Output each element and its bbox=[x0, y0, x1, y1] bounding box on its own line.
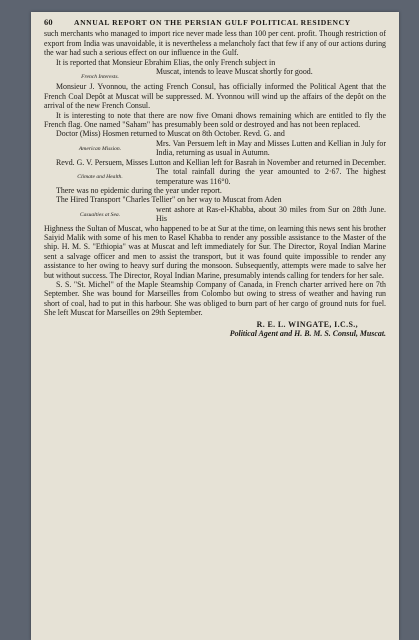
paragraph-epidemic: There was no epidemic during the year under report. bbox=[56, 185, 222, 195]
paragraph-french-consul: Monsieur J. Yvonnou, the acting French Consul, has officially informed the Political Agent that the French Coal Depôt at Muscat will be suppressed. M. Yvonnou will wind up the affairs of the depôt on the arrival of the new French Consul. bbox=[44, 82, 386, 111]
section-casualties-sea bbox=[44, 205, 386, 224]
signature-title: Political Agent and H. B. M. S. Consul, Muscat. bbox=[229, 329, 386, 338]
paragraph-transport-intro: The Hired Transport "Charles Tellier" on her way to Muscat from Aden bbox=[56, 195, 282, 205]
running-head: ANNUAL REPORT ON THE PERSIAN GULF POLITICAL RESIDENCY bbox=[74, 18, 351, 27]
section-climate-health bbox=[44, 167, 386, 186]
paragraph-omani-dhows: It is interesting to note that there are now five Omani dhows remaining which are entitled to fly the French flag. One named "Saham" has presumably been sold or destroyed and has not been replaced. bbox=[44, 110, 386, 130]
page-header bbox=[44, 18, 386, 27]
margin-note-climate-health: Climate and Health. bbox=[77, 174, 123, 181]
paragraph-basrah-visit: Revd. G. V. Persuem, Misses Lutton and Kellian left for Basrah in November and returned in December. bbox=[56, 157, 386, 167]
paragraph-transport-rest: Highness the Sultan of Muscat, who happened to be at Sur at the time, on learning this news sent his brother Saiyid Malik with some of his men to Rasel Khabba to render any possible assistance to the Master of the ship. H. M. S. "Ethiopia" was at Muscat and left immediately for Sur. The Director, Royal Indian Marine sent a salvage officer and men to assist the transport, but it was found quite impossible to render any assistance to her owing to heavy surf during the monsoon. Subsequently, attempts were made to salve her but without success. The Director, Royal Indian Marine, presumably intends calling for tenders for her sale. bbox=[44, 223, 386, 280]
section-american-mission bbox=[44, 139, 386, 158]
signature-name: R. E. L. WINGATE, I.C.S., bbox=[256, 319, 358, 329]
page-content bbox=[44, 18, 386, 338]
paragraph-rice-import: such merchants who managed to import rice never made less than 100 per cent. profit. Though restriction of export from India was unavoidable, it is nevertheless a melancholy fact that few if any of our actions during the war had such a serious effect on our influence in the Gulf. bbox=[44, 29, 386, 58]
margin-note-casualties-sea: Casualties at Sea. bbox=[79, 211, 121, 218]
margin-note-american-mission: American Mission. bbox=[78, 145, 122, 152]
document-page bbox=[31, 12, 399, 640]
margin-note-french-interests: French Interests. bbox=[81, 74, 119, 81]
section-french-interests bbox=[44, 67, 386, 82]
paragraph-rainfall: The total rainfall during the year amounted to 2·67. The highest temperature was 116°0. bbox=[156, 167, 386, 186]
paragraph-french-subject-body: Muscat, intends to leave Muscat shortly for good. bbox=[156, 67, 313, 77]
paragraph-mission-body: Mrs. Van Persuem left in May and Misses Lutten and Kellian in July for India, returning as usual in Autumn. bbox=[156, 138, 386, 158]
paragraph-french-subject-intro: It is reported that Monsieur Ebrahim Elias, the only French subject in bbox=[56, 57, 276, 67]
signature-block bbox=[44, 320, 386, 339]
paragraph-mission-intro: Doctor (Miss) Hosmen returned to Muscat on 8th October. Revd. G. and bbox=[56, 129, 285, 139]
page-number: 60 bbox=[44, 18, 53, 27]
paragraph-transport-body: went ashore at Ras-el-Khabba, about 30 miles from Sur on 28th June. His bbox=[156, 204, 386, 224]
paragraph-st-michel: S. S. "St. Michel" of the Maple Steamship Company of Canada, in French charter arrived here on 7th September. She was bound for Marseilles from Colombo but owing to stress of weather and having run short of coal, had to put in this harbour. She was obliged to burn part of her cargo of ground nuts for fuel. She left Muscat for Marseilles on 29th September. bbox=[44, 279, 386, 318]
